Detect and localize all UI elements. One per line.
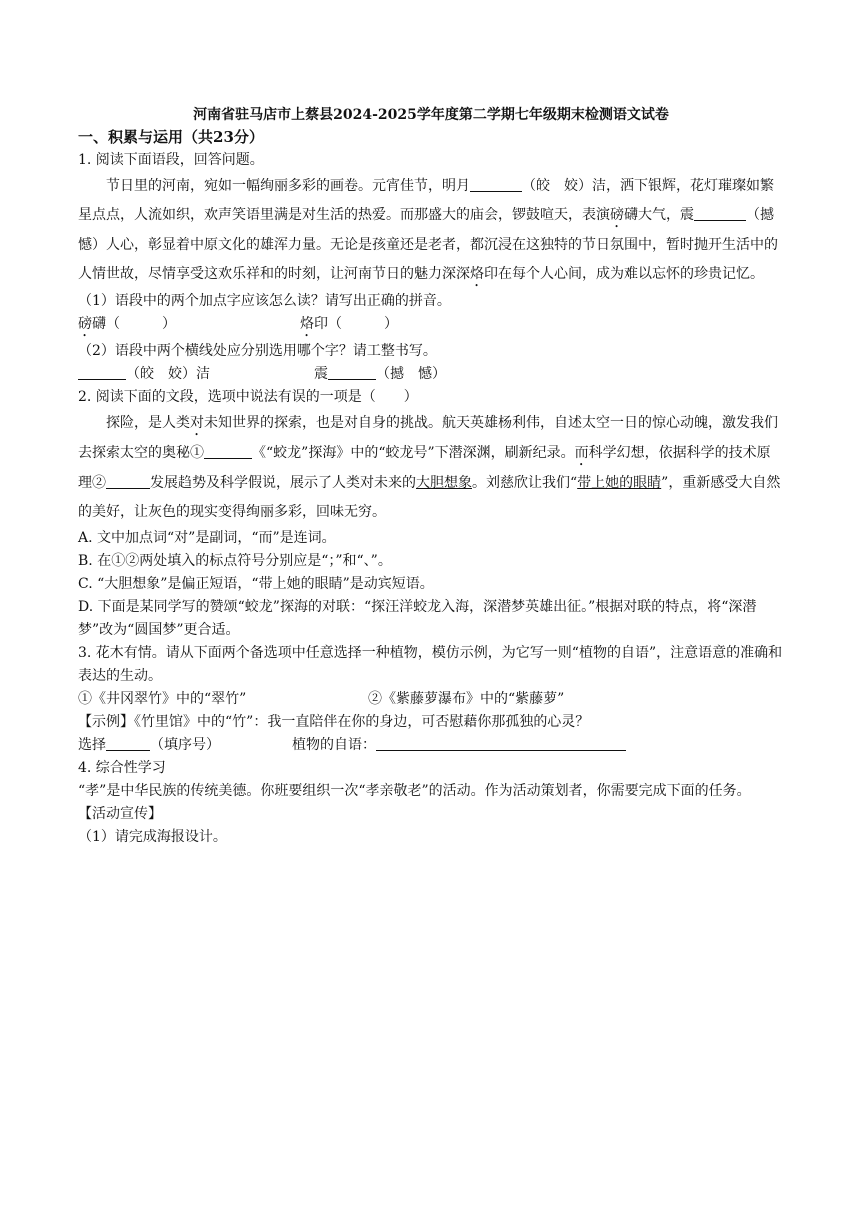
char-choice-row <box>78 363 784 386</box>
pinyin-row <box>78 313 784 340</box>
dotted-char: 烙 <box>470 266 484 282</box>
option-d: D. 下面是某同学写的赞颂“蛟龙”探海的对联：“探汪洋蛟龙入海，深潜梦英雄出征。”根据对联的特点，将“深潜梦”改为“圆国梦”更合适。 <box>78 599 757 638</box>
q4-sub1: （1）请完成海报设计。 <box>78 829 227 845</box>
q3-example: 【示例】《竹里馆》中的“竹”：我一直陪伴在你的身边，可否慰藉你那孤独的心灵？ <box>78 714 590 730</box>
option-c: C. “大胆想象”是偏正短语，“带上她的眼睛”是动宾短语。 <box>78 576 434 592</box>
q3-answer-row <box>78 734 784 757</box>
select-field: 选择 （填序号） <box>78 737 220 753</box>
exam-title: 河南省驻马店市上蔡县2024-2025学年度第二学期七年级期末检测语文试卷 <box>193 107 669 123</box>
q4-intro: “孝”是中华民族的传统美德。你班要组织一次“孝亲敬老”的活动。作为活动策划者，你需要完成下面的任务。 <box>78 783 751 799</box>
plant-choice-1: ①《井冈翠竹》中的“翠竹” <box>78 691 247 707</box>
q1-sub1: （1）语段中的两个加点字应该怎么读？请写出正确的拼音。 <box>78 293 451 309</box>
blank-punct-2 <box>106 473 150 489</box>
plant-choices <box>78 688 784 711</box>
q4-tag: 【活动宣传】 <box>78 806 162 822</box>
section-heading: 一、积累与运用（共23分） <box>78 128 264 146</box>
q1-stem: 1. 阅读下面语段，回答问题。 <box>78 152 264 168</box>
pinyin-item-1: 磅礴（ ） <box>78 316 176 332</box>
q2-passage: 探险，是人类对未知世界的探索，也是对自身的挑战。航天英雄杨利伟，自述太空一日的惊心动魄，激发我们去探索太空的奥秘① 《“蛟龙”探海》中的“蛟龙号”下潜深渊，刷新纪录。而科学幻想，依据科学的技术原理② 发展趋势及科学假说，展示了人类对未来的大胆想象。刘慈欣让我们“带上她的眼睛”，重新感受大自然的美好，让灰色的现实变得绚丽多彩，回味无穷。 <box>78 415 781 520</box>
underlined-phrase: 大胆想象 <box>416 475 472 491</box>
pinyin-item-2: 烙印（ ） <box>300 316 398 332</box>
option-b: B. 在①②两处填入的标点符号分别应是“；”和“、”。 <box>78 553 392 569</box>
char-choice-1: （皎 姣）洁 <box>78 363 314 386</box>
speech-field: 植物的自语： <box>292 734 626 757</box>
q4-stem: 4. 综合性学习 <box>78 760 166 776</box>
dotted-char: 对 <box>190 415 204 431</box>
q3-stem: 3. 花木有情。请从下面两个备选项中任意选择一种植物，模仿示例，为它写一则“植物的自语”，注意语意的准确和表达的生动。 <box>78 645 783 684</box>
q1-passage: 节日里的河南，宛如一幅绚丽多彩的画卷。元宵佳节，明月 （皎 姣）洁，洒下银辉，花灯璀璨如繁星点点，人流如织，欢声笑语里满是对生活的热爱。而那盛大的庙会，锣鼓喧天，表演磅礴大气，震 （撼 憾）人心，彰显着中原文化的雄浑力量。无论是孩童还是老者，都沉浸在这独特的节日氛围中，暂时抛开生活中的人情世故，尽情享受这欢乐祥和的时刻，让河南节日的魅力深深烙印在每个人心间，成为难以忘怀的珍贵记忆。 <box>78 178 788 282</box>
exam-page <box>78 104 788 849</box>
dotted-char: 而 <box>574 445 589 461</box>
underlined-phrase: 带上她的眼睛 <box>577 475 662 491</box>
blank-2 <box>694 205 746 221</box>
plant-choice-2: ②《紫藤萝瀑布》中的“紫藤萝” <box>368 691 565 707</box>
q2-stem: 2. 阅读下面的文段，选项中说法有误的一项是（ ） <box>78 389 418 405</box>
blank-punct-1 <box>204 443 252 459</box>
q1-sub2: （2）语段中两个横线处应分别选用哪个字？请工整书写。 <box>78 343 437 359</box>
dotted-char: 磅 <box>610 207 624 223</box>
char-choice-2: 震 （撼 憾） <box>314 366 446 382</box>
blank-1 <box>470 176 522 192</box>
option-a: A. 文中加点词“对”是副词，“而”是连词。 <box>78 530 336 546</box>
